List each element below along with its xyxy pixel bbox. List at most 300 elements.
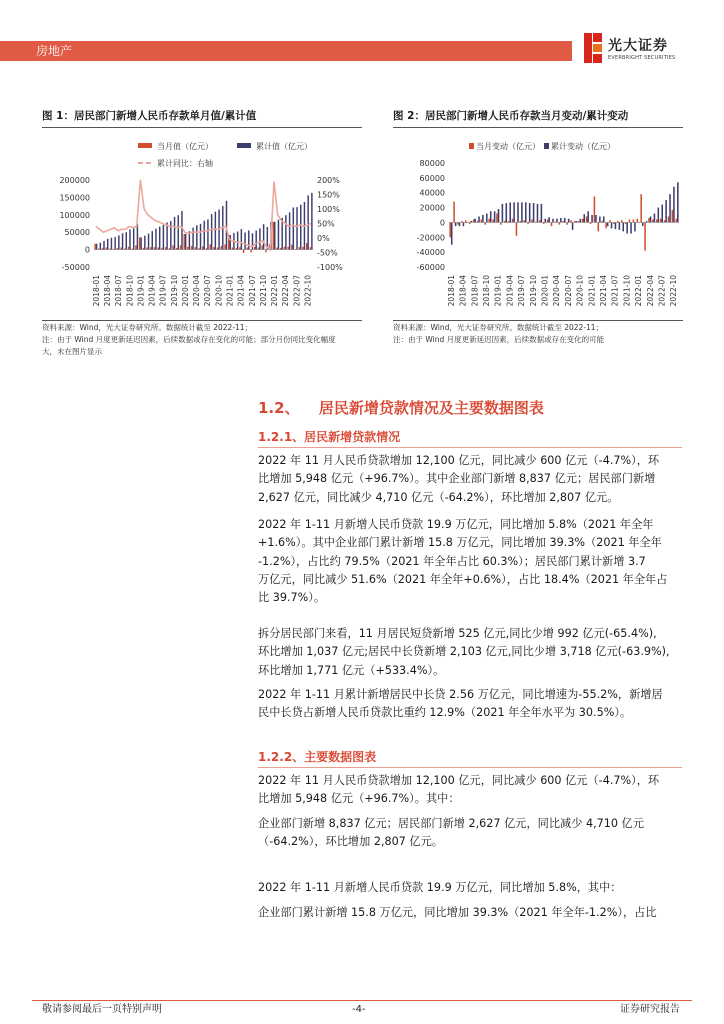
y2-tick-label: 200% xyxy=(317,176,340,185)
cumulative-bar xyxy=(152,231,153,249)
cumulative-change-bar xyxy=(529,203,531,222)
cumulative-change-bar xyxy=(603,216,605,222)
cumulative-bar xyxy=(118,235,119,249)
y-tick-label: 50000 xyxy=(64,228,90,238)
cumulative-change-bar xyxy=(541,204,543,223)
x-tick-label: 2022-07 xyxy=(292,275,302,307)
monthly-bar xyxy=(172,245,173,249)
monthly-bar xyxy=(273,222,274,250)
cumulative-change-bar xyxy=(537,204,539,223)
cumulative-bar xyxy=(285,215,286,249)
x-tick-label: 2020-04 xyxy=(192,275,202,307)
monthly-change-bar xyxy=(516,222,518,235)
monthly-bar xyxy=(243,250,244,253)
cumulative-bar xyxy=(289,212,290,249)
monthly-bar xyxy=(158,248,159,250)
x-tick-label: 2019-04 xyxy=(505,275,515,307)
y-tick-label: 200000 xyxy=(59,176,90,185)
cumulative-bar xyxy=(241,229,242,250)
y2-tick-label: 0% xyxy=(317,234,330,243)
text-line: 民中长贷占新增人民币贷款比重约 12.9%（2021 年全年水平为 30.5%）。 xyxy=(258,706,632,720)
footer-rule xyxy=(32,1000,692,1001)
cumulative-bar xyxy=(111,238,112,250)
x-tick-label: 2021-04 xyxy=(236,275,246,307)
cumulative-change-bar xyxy=(502,204,504,223)
cumulative-bar xyxy=(274,222,275,250)
cumulative-bar xyxy=(100,243,101,250)
x-tick-label: 2022-04 xyxy=(281,275,291,307)
text-line: 环比增加 1,771 亿元（+533.4%）。 xyxy=(258,663,445,677)
text-line: 环比增加 1,037 亿元;居民中长贷新增 2,103 亿元,同比少增 3,718 亿元(-63.9%), xyxy=(258,645,670,659)
x-tick-label: 2020-10 xyxy=(575,275,585,307)
monthly-bar xyxy=(254,247,255,250)
x-tick-label: 2019-01 xyxy=(493,275,503,307)
y-tick-label: 60000 xyxy=(419,173,445,183)
monthly-bar xyxy=(183,234,184,250)
y-tick-label: 150000 xyxy=(59,193,90,203)
cumulative-bar xyxy=(281,218,282,250)
monthly-bar xyxy=(217,248,218,250)
cumulative-bar xyxy=(178,215,179,249)
cumulative-bar xyxy=(204,221,205,250)
monthly-bar xyxy=(180,245,181,249)
monthly-change-bar xyxy=(492,219,494,222)
fig1-source xyxy=(42,322,364,358)
x-tick-label: 2021-10 xyxy=(258,275,268,307)
monthly-bar xyxy=(94,244,95,250)
cumulative-bar xyxy=(196,225,197,249)
monthly-change-bar xyxy=(656,219,658,222)
y-tick-label: 100000 xyxy=(59,210,90,220)
monthly-bar xyxy=(154,247,155,249)
cumulative-bar xyxy=(300,205,301,250)
monthly-bar xyxy=(191,246,192,249)
y-tick-label: 40000 xyxy=(419,188,445,198)
monthly-bar xyxy=(310,247,311,249)
monthly-bar xyxy=(224,244,225,249)
monthly-change-bar xyxy=(598,222,600,231)
cumulative-bar xyxy=(211,214,212,249)
monthly-change-bar xyxy=(559,222,561,224)
monthly-bar xyxy=(291,245,292,250)
cumulative-bar xyxy=(129,229,130,249)
text-line: 2022 年 1-11 月累计新增居民中长贷 2.56 万亿元，同比增速为-55.2%，新增居 xyxy=(258,688,663,701)
paragraph-7 xyxy=(258,879,621,897)
monthly-bar xyxy=(250,250,251,253)
y-tick-label: -50000 xyxy=(61,263,90,272)
cumulative-change-bar xyxy=(564,218,566,222)
x-tick-label: 2022-10 xyxy=(303,275,313,307)
legend-swatch-cumulative xyxy=(237,143,251,148)
cumulative-change-bar xyxy=(525,202,527,222)
fig2-source xyxy=(393,322,693,346)
cumulative-change-bar xyxy=(677,182,679,222)
monthly-bar xyxy=(284,247,285,250)
y-tick-label: 0 xyxy=(439,218,445,228)
cumulative-bar xyxy=(207,219,208,249)
paragraph-8 xyxy=(258,904,657,922)
x-tick-label: 2019-07 xyxy=(517,275,527,307)
section-number: 1.2、 xyxy=(258,399,300,417)
cumulative-bar xyxy=(296,207,297,249)
fig1-bottom-rule xyxy=(42,320,362,321)
legend-label-yoy: 累计同比：右轴 xyxy=(157,159,213,168)
text-line: 万亿元，同比减少 51.6%（2021 年全年+0.6%），占比 18.4%（2021 年全年占 xyxy=(258,572,668,586)
paragraph-3 xyxy=(258,625,670,680)
fig2-bottom-rule xyxy=(393,320,683,321)
legend-swatch-monthly-change xyxy=(469,143,474,149)
monthly-change-bar xyxy=(637,219,639,223)
cumulative-change-bar xyxy=(661,205,663,223)
monthly-change-bar xyxy=(644,222,646,250)
legend-swatch-monthly xyxy=(138,143,152,148)
brand-logo xyxy=(584,33,694,67)
text-line: 比增加 5,948 亿元（+96.7%）。其中： xyxy=(258,792,460,806)
cumulative-bar xyxy=(155,229,156,250)
paragraph-2 xyxy=(258,516,667,607)
monthly-bar xyxy=(258,248,259,250)
cumulative-bar xyxy=(259,228,260,249)
monthly-bar xyxy=(120,248,121,250)
monthly-change-bar xyxy=(481,219,483,222)
x-tick-label: 2020-04 xyxy=(552,275,562,307)
x-tick-label: 2022-07 xyxy=(657,275,667,307)
monthly-bar xyxy=(239,247,240,249)
x-tick-label: 2022-01 xyxy=(634,275,644,307)
fig2-top-rule xyxy=(393,127,683,128)
text-line: 2022 年 11 月人民币贷款增加 12,100 亿元，同比减少 600 亿元（-4.7%），环 xyxy=(258,454,660,467)
x-tick-label: 2022-04 xyxy=(645,275,655,307)
cumulative-change-bar xyxy=(630,222,632,233)
text-line: +1.6%）。其中企业部门累计新增 15.8 万亿元，同比增加 39.3%（2021 年全年 xyxy=(258,536,662,550)
monthly-change-bar xyxy=(664,220,666,222)
cumulative-change-bar xyxy=(650,216,652,222)
monthly-change-bar xyxy=(465,220,467,222)
cumulative-bar xyxy=(163,225,164,250)
cumulative-change-bar xyxy=(622,222,624,231)
cumulative-bar xyxy=(200,224,201,250)
monthly-change-bar xyxy=(609,220,611,222)
cumulative-change-bar xyxy=(583,214,585,222)
x-tick-label: 2020-01 xyxy=(180,275,190,307)
cumulative-change-bar xyxy=(607,222,609,226)
x-tick-label: 2022-01 xyxy=(270,275,280,307)
monthly-change-bar xyxy=(457,222,459,224)
y2-tick-label: 100% xyxy=(317,205,340,214)
cumulative-bar xyxy=(307,195,308,249)
monthly-change-bar xyxy=(582,219,584,223)
text-line: 2022 年 1-11 月新增人民币贷款 19.9 万亿元，同比增加 5.8%，其中： xyxy=(258,881,622,894)
legend-label-monthly: 当月值（亿元） xyxy=(157,142,213,151)
cumulative-bar xyxy=(229,235,230,250)
legend-label-cumulative: 累计值（亿元） xyxy=(256,142,312,151)
monthly-bar xyxy=(213,247,214,249)
monthly-bar xyxy=(135,245,136,249)
x-tick-label: 2020-01 xyxy=(540,275,550,307)
y-tick-label: 0 xyxy=(84,245,90,255)
monthly-bar xyxy=(221,246,222,249)
section-heading xyxy=(258,398,544,418)
cumulative-bar xyxy=(185,234,186,250)
logo-mark-icon xyxy=(584,33,602,63)
y2-tick-label: 150% xyxy=(317,190,340,200)
x-tick-label: 2018-07 xyxy=(114,275,124,307)
cumulative-change-bar xyxy=(591,215,593,222)
x-tick-label: 2018-10 xyxy=(482,275,492,307)
cumulative-bar xyxy=(226,201,227,250)
cumulative-change-bar xyxy=(533,203,535,222)
monthly-change-bar xyxy=(672,210,674,223)
monthly-bar xyxy=(146,248,147,250)
x-tick-label: 2021-01 xyxy=(225,275,235,307)
logo-name-cn: 光大证券 xyxy=(608,38,668,54)
section-title: 居民新增贷款情况及主要数据图表 xyxy=(318,399,544,417)
monthly-change-bar xyxy=(566,222,568,224)
cumulative-change-bar xyxy=(560,218,562,222)
monthly-change-bar xyxy=(496,214,498,223)
cumulative-bar xyxy=(244,233,245,250)
cumulative-change-bar xyxy=(509,202,511,222)
monthly-change-bar xyxy=(449,222,451,237)
x-tick-label: 2019-10 xyxy=(528,275,538,307)
x-tick-label: 2020-07 xyxy=(563,275,573,307)
monthly-bar xyxy=(265,250,266,253)
paragraph-5 xyxy=(258,772,659,809)
text-line: 2,627 亿元，同比减少 4,710 亿元（-64.2%），环比增加 2,807 亿元。 xyxy=(258,490,619,504)
y-tick-label: -20000 xyxy=(416,233,445,243)
text-line: 2022 年 1-11 月新增人民币贷款 19.9 万亿元，同比增加 5.8%（2021 年全年 xyxy=(258,518,654,531)
x-tick-label: 2021-04 xyxy=(598,275,608,307)
monthly-change-bar xyxy=(512,219,514,223)
cumulative-bar xyxy=(107,239,108,250)
subsection-rule-1 xyxy=(258,447,682,448)
text-line: 比增加 5,948 亿元（+96.7%）。其中企业部门新增 8,837 亿元；居民部门新增 xyxy=(258,472,656,486)
subsection-heading-1: 1.2.1、居民新增贷款情况 xyxy=(258,430,401,444)
text-line: 比 39.7%）。 xyxy=(258,591,326,605)
x-tick-label: 2022-10 xyxy=(669,275,679,307)
y-tick-label: -60000 xyxy=(416,263,445,272)
cumulative-change-bar xyxy=(552,219,554,223)
monthly-bar xyxy=(106,248,107,250)
monthly-bar xyxy=(299,247,300,249)
footer-report-type: 证券研究报告 xyxy=(620,1004,680,1015)
cumulative-bar xyxy=(278,220,279,250)
cumulative-change-bar xyxy=(506,203,508,222)
monthly-change-bar xyxy=(640,194,642,222)
monthly-change-bar xyxy=(523,220,525,222)
y2-tick-label: -100% xyxy=(317,263,343,272)
legend-label-cumulative-change: 累计变动（亿元） xyxy=(551,142,615,151)
cumulative-change-bar xyxy=(548,217,550,222)
monthly-change-bar xyxy=(539,220,541,222)
cumulative-bar xyxy=(114,237,115,250)
monthly-bar xyxy=(287,247,288,250)
cumulative-change-bar xyxy=(599,216,601,222)
fig1-source-line: 大，未在图片显示 xyxy=(42,347,102,356)
fig1-top-rule xyxy=(42,127,362,128)
cumulative-change-bar xyxy=(654,214,656,223)
fig2-title: 图 2：居民部门新增人民币存款当月变动/累计变动 xyxy=(393,110,629,122)
monthly-change-bar xyxy=(547,219,549,222)
cumulative-change-bar xyxy=(568,219,570,223)
monthly-change-bar xyxy=(484,222,486,224)
monthly-change-bar xyxy=(473,219,475,222)
monthly-change-bar xyxy=(633,219,635,222)
cumulative-change-bar xyxy=(642,222,644,226)
logo-name-en: EVERBRIGHT SECURITIES xyxy=(608,55,676,61)
paragraph-6 xyxy=(258,815,644,852)
fig1-legend xyxy=(138,141,312,168)
text-line: 拆分居民部门来看，11 月居民短贷新增 525 亿元,同比少增 992 亿元(-65.4%), xyxy=(258,627,657,640)
y-tick-label: 80000 xyxy=(419,159,445,168)
cumulative-change-bar xyxy=(494,211,496,222)
cumulative-bar xyxy=(137,224,138,249)
fig2-source-line: 资料来源：Wind，光大证券研究所。数据统计截至 2022-11； xyxy=(393,323,604,332)
text-line: 企业部门新增 8,837 亿元；居民部门新增 2,627 亿元，同比减少 4,710 亿元 xyxy=(258,817,644,830)
cumulative-change-bar xyxy=(459,222,461,226)
cumulative-change-bar xyxy=(474,219,476,223)
x-tick-label: 2020-07 xyxy=(203,275,213,307)
x-tick-label: 2019-01 xyxy=(136,275,146,307)
monthly-change-bar xyxy=(531,219,533,222)
monthly-change-bar xyxy=(621,220,623,222)
cumulative-bar xyxy=(140,237,141,249)
cumulative-bar xyxy=(159,227,160,250)
text-line: 2022 年 11 月人民币贷款增加 12,100 亿元，同比减少 600 亿元（-4.7%），环 xyxy=(258,774,660,787)
sector-label: 房地产 xyxy=(36,44,73,58)
cumulative-change-bar xyxy=(486,214,488,223)
y-tick-label: -40000 xyxy=(416,248,445,258)
cumulative-bar xyxy=(170,221,171,250)
legend-label-monthly-change: 当月变动（亿元） xyxy=(476,142,540,151)
header-band xyxy=(0,41,572,61)
monthly-change-bar xyxy=(551,222,553,226)
text-line: （-64.2%），环比增加 2,807 亿元。 xyxy=(258,835,443,849)
cumulative-change-bar xyxy=(669,194,671,222)
x-tick-label: 2018-10 xyxy=(125,275,135,307)
cumulative-change-bar xyxy=(580,219,582,223)
fig1-source-line: 注：由于 Wind 月度更新延迟因素，后续数据或存在变化的可能；部分月份同比变化幅度 xyxy=(42,335,336,344)
cumulative-bar xyxy=(144,236,145,250)
text-line: -1.2%），占比约 79.5%（2021 年全年占比 60.3%）；居民部门累计新增 3.7 xyxy=(258,554,646,568)
monthly-bar xyxy=(302,247,303,250)
cumulative-change-bar xyxy=(490,211,492,222)
monthly-change-bar xyxy=(500,222,502,224)
cumulative-change-bar xyxy=(673,187,675,223)
cumulative-bar xyxy=(192,228,193,250)
monthly-bar xyxy=(209,244,210,249)
monthly-change-bar xyxy=(676,219,678,223)
cumulative-bar xyxy=(248,230,249,249)
x-tick-label: 2019-10 xyxy=(169,275,179,307)
cumulative-change-bar xyxy=(611,222,613,228)
x-tick-label: 2021-07 xyxy=(247,275,257,307)
cumulative-bar xyxy=(96,244,97,250)
cumulative-bar xyxy=(126,232,127,249)
monthly-bar xyxy=(195,247,196,249)
x-tick-label: 2019-07 xyxy=(158,275,168,307)
monthly-change-bar xyxy=(570,220,572,222)
monthly-bar xyxy=(232,248,233,250)
cumulative-change-bar xyxy=(634,222,636,231)
footer-disclaimer: 敬请参阅最后一页特别声明 xyxy=(42,1004,162,1015)
monthly-change-bar xyxy=(488,219,490,223)
monthly-change-bar xyxy=(660,219,662,223)
cumulative-bar xyxy=(122,233,123,249)
y2-tick-label: -50% xyxy=(317,248,338,258)
monthly-change-bar xyxy=(594,196,596,222)
cumulative-bar xyxy=(181,211,182,250)
cumulative-bar xyxy=(148,234,149,250)
x-tick-label: 2018-04 xyxy=(458,275,468,307)
monthly-bar xyxy=(306,243,307,250)
cumulative-bar xyxy=(103,241,104,250)
cumulative-change-bar xyxy=(665,200,667,222)
monthly-change-bar xyxy=(668,216,670,222)
x-tick-label: 2020-10 xyxy=(214,275,224,307)
paragraph-4 xyxy=(258,686,663,723)
cumulative-change-bar xyxy=(619,222,621,229)
monthly-change-bar xyxy=(453,202,455,223)
cumulative-bar xyxy=(133,228,134,249)
fig1-title: 图 1：居民部门新增人民币存款单月值/累计值 xyxy=(42,110,257,122)
cumulative-change-bar xyxy=(482,215,484,222)
fig1-source-line: 资料来源：Wind，光大证券研究所。数据统计截至 2022-11； xyxy=(42,323,253,332)
fig2-legend xyxy=(469,141,615,151)
cumulative-change-bar xyxy=(463,222,465,226)
x-tick-label: 2018-01 xyxy=(91,275,101,307)
cumulative-bar xyxy=(215,212,216,250)
cumulative-bar xyxy=(293,207,294,249)
legend-swatch-cumulative-change xyxy=(544,143,549,149)
monthly-bar xyxy=(150,247,151,249)
cumulative-change-bar xyxy=(498,209,500,222)
monthly-change-bar xyxy=(629,219,631,222)
cumulative-change-bar xyxy=(521,202,523,222)
monthly-change-bar xyxy=(652,219,654,222)
monthly-bar xyxy=(261,245,262,249)
monthly-bar xyxy=(276,248,277,250)
x-tick-label: 2018-07 xyxy=(470,275,480,307)
cumulative-bar xyxy=(174,217,175,250)
monthly-bar xyxy=(165,247,166,249)
monthly-change-bar xyxy=(648,218,650,222)
page-number: -4- xyxy=(352,1004,366,1015)
cumulative-change-bar xyxy=(451,222,453,244)
fig2-source-line: 注：由于 Wind 月度更新延迟因素，后续数据或存在变化的可能 xyxy=(393,335,605,344)
cumulative-change-bar xyxy=(658,208,660,223)
y-tick-label: 20000 xyxy=(419,203,445,213)
cumulative-bar xyxy=(255,230,256,249)
cumulative-change-bar xyxy=(615,222,617,229)
x-tick-label: 2021-07 xyxy=(610,275,620,307)
cumulative-change-bar xyxy=(572,222,574,229)
text-line: 企业部门累计新增 15.8 万亿元，同比增加 39.3%（2021 年全年-1.2%），占比 xyxy=(258,906,657,919)
subsection-heading-2: 1.2.2、主要数据图表 xyxy=(258,750,377,764)
cumulative-bar xyxy=(166,222,167,249)
cumulative-change-bar xyxy=(517,202,519,222)
cumulative-bar xyxy=(263,224,264,249)
cumulative-change-bar xyxy=(455,222,457,226)
cumulative-change-bar xyxy=(513,202,515,222)
cumulative-change-bar xyxy=(626,222,628,233)
cumulative-bar xyxy=(237,232,238,250)
x-tick-label: 2018-04 xyxy=(102,275,112,307)
monthly-bar xyxy=(128,247,129,250)
x-tick-label: 2021-10 xyxy=(622,275,632,307)
subsection-rule-2 xyxy=(258,767,682,768)
cumulative-change-bar xyxy=(478,216,480,222)
